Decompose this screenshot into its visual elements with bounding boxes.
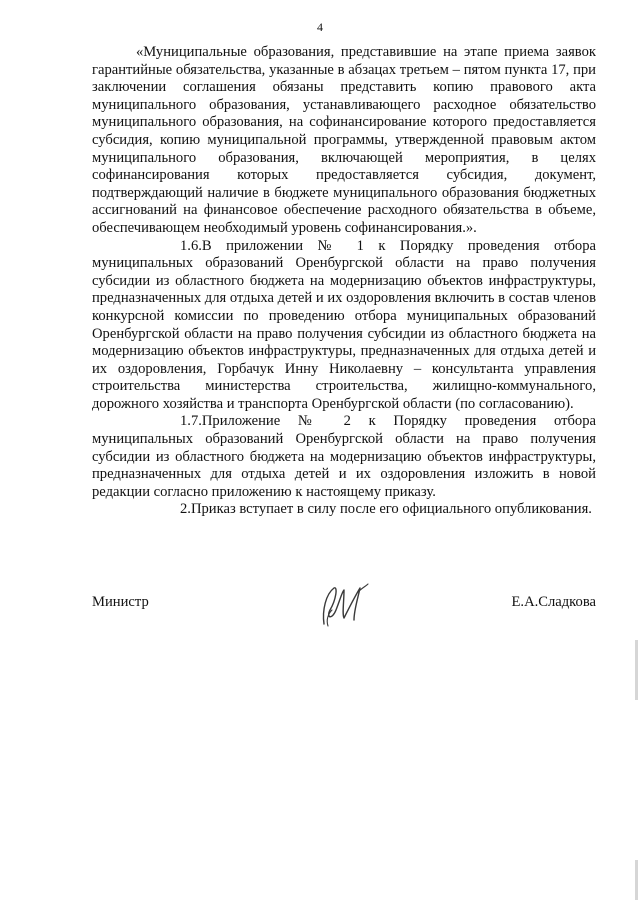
paragraph-text: «Муниципальные образования, представившие на этапе приема заявок гарантийные обязательства, указанные в абзацах третьем – пятом пункта 17, при заключении соглашения обязаны представить копию правового акта муниципального образования, устанавливающего расходное обязательство муниципального образования, на софинансирование которого предоставляется субсидия, копию муниципальной программы, утвержденной правовым актом муниципального образования, включающей мероприятия, в целях софинансирования которых предоставляется субсидия, документ, подтверждающий наличие в бюджете муниципального образования бюджетных ассигнований на финансовое обеспечение расходного обязательства в объеме, обеспечивающем необходимый уровень софинансирования.». xyxy=(92,44,596,236)
scan-edge-mark xyxy=(635,640,638,700)
clause-1-6 xyxy=(92,238,596,414)
clause-text: Приказ вступает в силу после его официального опубликования. xyxy=(190,501,592,518)
paragraph-quoted-addition xyxy=(92,44,596,238)
signer-title: Министр xyxy=(92,594,149,610)
clause-2 xyxy=(92,501,596,519)
clause-1-7 xyxy=(92,413,596,501)
clause-number: 2. xyxy=(180,501,191,518)
clause-text: В приложении № 1 к Порядку проведения отбора муниципальных образований Оренбургской области на право получения субсидии из областного бюджета на модернизацию объектов инфраструктуры, предназначенных для отдыха детей и их оздоровления включить в состав членов конкурсной комиссии по проведению отбора муниципальных образований Оренбургской области на право получения субсидии из областного бюджета на модернизацию объектов инфраструктуры, предназначенных для отдыха детей и их оздоровления, Горбачук Инну Николаевну – консультанта управления строительства министерства строительства, жилищно-коммунального, дорожного хозяйства и транспорта Оренбургской области (по согласованию). xyxy=(92,237,596,412)
clause-number: 1.7. xyxy=(180,413,202,430)
signature-block xyxy=(92,594,596,634)
handwritten-signature xyxy=(314,580,374,632)
clause-number: 1.6. xyxy=(180,237,202,254)
page-number: 4 xyxy=(317,20,323,34)
document-body xyxy=(92,44,596,519)
signer-name: Е.А.Сладкова xyxy=(511,594,596,610)
clause-text: Приложение № 2 к Порядку проведения отбора муниципальных образований Оренбургской области на право получения субсидии из областного бюджета на модернизацию объектов инфраструктуры, предназначенных для отдыха детей и их оздоровления изложить в новой редакции согласно приложению к настоящему приказу. xyxy=(92,413,596,500)
scan-edge-mark xyxy=(635,860,638,900)
